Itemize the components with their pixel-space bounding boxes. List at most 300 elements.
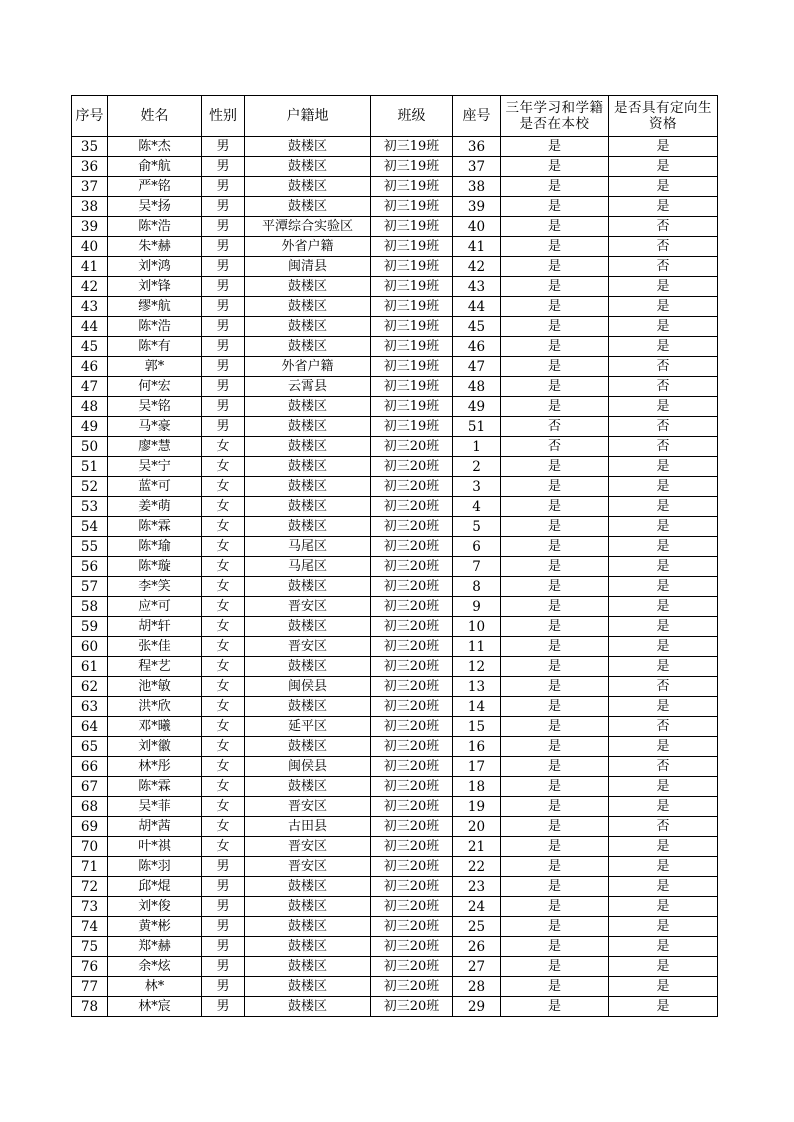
cell-gender: 女 <box>202 837 245 857</box>
cell-study-status: 是 <box>501 757 609 777</box>
cell-class: 初三20班 <box>371 517 453 537</box>
cell-gender: 女 <box>202 477 245 497</box>
table-row <box>72 917 718 937</box>
cell-class: 初三19班 <box>371 237 453 257</box>
cell-household: 鼓楼区 <box>245 877 371 897</box>
cell-seat: 7 <box>453 557 501 577</box>
cell-directed-eligibility: 否 <box>609 757 718 777</box>
cell-household: 鼓楼区 <box>245 297 371 317</box>
cell-household: 鼓楼区 <box>245 917 371 937</box>
table-row <box>72 737 718 757</box>
cell-directed-eligibility: 是 <box>609 277 718 297</box>
cell-gender: 男 <box>202 917 245 937</box>
cell-class: 初三20班 <box>371 577 453 597</box>
cell-study-status: 是 <box>501 157 609 177</box>
cell-seat: 42 <box>453 257 501 277</box>
cell-class: 初三19班 <box>371 157 453 177</box>
cell-household: 鼓楼区 <box>245 397 371 417</box>
cell-seat: 43 <box>453 277 501 297</box>
table-row <box>72 937 718 957</box>
cell-name: 郑*赫 <box>108 937 202 957</box>
cell-seat: 47 <box>453 357 501 377</box>
cell-name: 马*豪 <box>108 417 202 437</box>
cell-gender: 男 <box>202 217 245 237</box>
cell-name: 吴*铭 <box>108 397 202 417</box>
cell-directed-eligibility: 是 <box>609 497 718 517</box>
cell-household: 马尾区 <box>245 557 371 577</box>
cell-class: 初三19班 <box>371 317 453 337</box>
cell-seat: 38 <box>453 177 501 197</box>
cell-seat: 3 <box>453 477 501 497</box>
cell-name: 黄*彬 <box>108 917 202 937</box>
cell-directed-eligibility: 是 <box>609 477 718 497</box>
cell-index: 68 <box>72 797 108 817</box>
cell-directed-eligibility: 是 <box>609 697 718 717</box>
cell-study-status: 是 <box>501 477 609 497</box>
table-row <box>72 397 718 417</box>
cell-name: 刘*俊 <box>108 897 202 917</box>
cell-class: 初三19班 <box>371 377 453 397</box>
cell-name: 严*铭 <box>108 177 202 197</box>
cell-class: 初三20班 <box>371 757 453 777</box>
cell-class: 初三19班 <box>371 357 453 377</box>
cell-class: 初三20班 <box>371 477 453 497</box>
cell-seat: 6 <box>453 537 501 557</box>
cell-index: 66 <box>72 757 108 777</box>
cell-gender: 女 <box>202 497 245 517</box>
table-row <box>72 317 718 337</box>
cell-household: 鼓楼区 <box>245 477 371 497</box>
cell-seat: 5 <box>453 517 501 537</box>
cell-index: 58 <box>72 597 108 617</box>
cell-gender: 男 <box>202 297 245 317</box>
cell-gender: 女 <box>202 517 245 537</box>
cell-name: 刘*鸿 <box>108 257 202 277</box>
cell-index: 37 <box>72 177 108 197</box>
cell-seat: 2 <box>453 457 501 477</box>
cell-name: 林*彤 <box>108 757 202 777</box>
cell-gender: 女 <box>202 817 245 837</box>
cell-household: 鼓楼区 <box>245 317 371 337</box>
cell-name: 郭* <box>108 357 202 377</box>
table-row <box>72 857 718 877</box>
cell-study-status: 是 <box>501 537 609 557</box>
header-row <box>72 96 718 137</box>
cell-household: 鼓楼区 <box>245 457 371 477</box>
cell-class: 初三20班 <box>371 917 453 937</box>
table-row <box>72 557 718 577</box>
cell-directed-eligibility: 是 <box>609 537 718 557</box>
cell-household: 云霄县 <box>245 377 371 397</box>
cell-index: 47 <box>72 377 108 397</box>
header-directed-eligibility: 是否具有定向生资格 <box>609 96 718 137</box>
cell-household: 平潭综合实验区 <box>245 217 371 237</box>
cell-directed-eligibility: 是 <box>609 997 718 1017</box>
cell-gender: 男 <box>202 257 245 277</box>
cell-seat: 46 <box>453 337 501 357</box>
cell-gender: 女 <box>202 637 245 657</box>
table-row <box>72 697 718 717</box>
cell-class: 初三20班 <box>371 857 453 877</box>
cell-name: 陈*羽 <box>108 857 202 877</box>
cell-seat: 10 <box>453 617 501 637</box>
cell-study-status: 是 <box>501 937 609 957</box>
cell-index: 65 <box>72 737 108 757</box>
cell-study-status: 是 <box>501 797 609 817</box>
cell-directed-eligibility: 否 <box>609 237 718 257</box>
cell-seat: 15 <box>453 717 501 737</box>
cell-household: 鼓楼区 <box>245 777 371 797</box>
cell-directed-eligibility: 是 <box>609 917 718 937</box>
cell-household: 鼓楼区 <box>245 897 371 917</box>
cell-study-status: 是 <box>501 197 609 217</box>
cell-study-status: 是 <box>501 737 609 757</box>
table-row <box>72 897 718 917</box>
cell-household: 鼓楼区 <box>245 277 371 297</box>
cell-seat: 16 <box>453 737 501 757</box>
header-class: 班级 <box>371 96 453 137</box>
cell-index: 73 <box>72 897 108 917</box>
cell-name: 胡*茜 <box>108 817 202 837</box>
cell-seat: 1 <box>453 437 501 457</box>
cell-class: 初三20班 <box>371 997 453 1017</box>
cell-household: 闽清县 <box>245 257 371 277</box>
cell-index: 77 <box>72 977 108 997</box>
cell-seat: 36 <box>453 137 501 157</box>
cell-seat: 22 <box>453 857 501 877</box>
cell-study-status: 是 <box>501 957 609 977</box>
cell-seat: 13 <box>453 677 501 697</box>
cell-directed-eligibility: 是 <box>609 557 718 577</box>
cell-gender: 男 <box>202 417 245 437</box>
cell-directed-eligibility: 是 <box>609 937 718 957</box>
cell-directed-eligibility: 是 <box>609 877 718 897</box>
cell-seat: 14 <box>453 697 501 717</box>
cell-seat: 18 <box>453 777 501 797</box>
cell-seat: 48 <box>453 377 501 397</box>
cell-study-status: 是 <box>501 517 609 537</box>
cell-study-status: 是 <box>501 317 609 337</box>
cell-household: 晋安区 <box>245 837 371 857</box>
cell-household: 古田县 <box>245 817 371 837</box>
table-row <box>72 537 718 557</box>
table-row <box>72 477 718 497</box>
cell-gender: 女 <box>202 457 245 477</box>
cell-directed-eligibility: 是 <box>609 737 718 757</box>
cell-directed-eligibility: 是 <box>609 957 718 977</box>
cell-study-status: 是 <box>501 237 609 257</box>
cell-seat: 4 <box>453 497 501 517</box>
cell-directed-eligibility: 是 <box>609 797 718 817</box>
cell-gender: 男 <box>202 977 245 997</box>
cell-gender: 女 <box>202 537 245 557</box>
cell-study-status: 是 <box>501 217 609 237</box>
cell-study-status: 是 <box>501 277 609 297</box>
cell-gender: 男 <box>202 397 245 417</box>
header-study-status: 三年学习和学籍是否在本校 <box>501 96 609 137</box>
cell-household: 鼓楼区 <box>245 577 371 597</box>
cell-class: 初三19班 <box>371 397 453 417</box>
cell-directed-eligibility: 是 <box>609 897 718 917</box>
cell-household: 鼓楼区 <box>245 977 371 997</box>
cell-index: 70 <box>72 837 108 857</box>
cell-study-status: 是 <box>501 297 609 317</box>
header-index: 序号 <box>72 96 108 137</box>
cell-gender: 男 <box>202 997 245 1017</box>
cell-gender: 男 <box>202 857 245 877</box>
cell-class: 初三19班 <box>371 277 453 297</box>
cell-study-status: 是 <box>501 257 609 277</box>
cell-study-status: 否 <box>501 417 609 437</box>
cell-gender: 女 <box>202 617 245 637</box>
cell-household: 鼓楼区 <box>245 417 371 437</box>
cell-gender: 女 <box>202 777 245 797</box>
table-row <box>72 717 718 737</box>
table-row <box>72 977 718 997</box>
table-row <box>72 797 718 817</box>
table-row <box>72 637 718 657</box>
cell-gender: 男 <box>202 897 245 917</box>
cell-name: 余*炫 <box>108 957 202 977</box>
table-row <box>72 277 718 297</box>
cell-household: 晋安区 <box>245 797 371 817</box>
table-row <box>72 417 718 437</box>
cell-household: 鼓楼区 <box>245 957 371 977</box>
table-row <box>72 777 718 797</box>
cell-class: 初三20班 <box>371 537 453 557</box>
cell-name: 缪*航 <box>108 297 202 317</box>
table-row <box>72 177 718 197</box>
cell-name: 姜*萌 <box>108 497 202 517</box>
cell-name: 应*可 <box>108 597 202 617</box>
cell-index: 67 <box>72 777 108 797</box>
cell-gender: 男 <box>202 197 245 217</box>
cell-index: 61 <box>72 657 108 677</box>
cell-index: 50 <box>72 437 108 457</box>
cell-class: 初三19班 <box>371 137 453 157</box>
cell-name: 陈*霖 <box>108 517 202 537</box>
student-roster-table <box>71 95 718 1017</box>
cell-seat: 9 <box>453 597 501 617</box>
cell-index: 55 <box>72 537 108 557</box>
cell-gender: 女 <box>202 757 245 777</box>
cell-name: 朱*赫 <box>108 237 202 257</box>
table-row <box>72 757 718 777</box>
cell-class: 初三20班 <box>371 957 453 977</box>
cell-gender: 女 <box>202 437 245 457</box>
table-row <box>72 597 718 617</box>
cell-class: 初三19班 <box>371 217 453 237</box>
cell-gender: 女 <box>202 737 245 757</box>
cell-directed-eligibility: 是 <box>609 517 718 537</box>
cell-class: 初三20班 <box>371 737 453 757</box>
cell-name: 吴*菲 <box>108 797 202 817</box>
cell-study-status: 是 <box>501 997 609 1017</box>
cell-household: 鼓楼区 <box>245 197 371 217</box>
cell-directed-eligibility: 是 <box>609 617 718 637</box>
table-row <box>72 137 718 157</box>
cell-household: 外省户籍 <box>245 357 371 377</box>
cell-class: 初三20班 <box>371 777 453 797</box>
cell-seat: 24 <box>453 897 501 917</box>
cell-index: 41 <box>72 257 108 277</box>
table-row <box>72 497 718 517</box>
cell-name: 陈*浩 <box>108 217 202 237</box>
cell-household: 马尾区 <box>245 537 371 557</box>
cell-class: 初三20班 <box>371 797 453 817</box>
cell-name: 池*敏 <box>108 677 202 697</box>
cell-gender: 女 <box>202 697 245 717</box>
cell-index: 38 <box>72 197 108 217</box>
table-row <box>72 297 718 317</box>
cell-class: 初三19班 <box>371 337 453 357</box>
header-gender: 性别 <box>202 96 245 137</box>
cell-class: 初三20班 <box>371 897 453 917</box>
table-row <box>72 677 718 697</box>
cell-gender: 男 <box>202 137 245 157</box>
cell-name: 蓝*可 <box>108 477 202 497</box>
cell-class: 初三20班 <box>371 597 453 617</box>
cell-index: 56 <box>72 557 108 577</box>
cell-household: 鼓楼区 <box>245 517 371 537</box>
header-seat: 座号 <box>453 96 501 137</box>
cell-class: 初三20班 <box>371 457 453 477</box>
cell-index: 62 <box>72 677 108 697</box>
cell-name: 陈*浩 <box>108 317 202 337</box>
cell-household: 鼓楼区 <box>245 337 371 357</box>
cell-class: 初三20班 <box>371 437 453 457</box>
cell-index: 46 <box>72 357 108 377</box>
cell-household: 鼓楼区 <box>245 997 371 1017</box>
cell-study-status: 是 <box>501 917 609 937</box>
cell-household: 鼓楼区 <box>245 937 371 957</box>
cell-study-status: 是 <box>501 977 609 997</box>
cell-name: 刘*锋 <box>108 277 202 297</box>
cell-index: 45 <box>72 337 108 357</box>
table-row <box>72 957 718 977</box>
cell-index: 42 <box>72 277 108 297</box>
cell-directed-eligibility: 是 <box>609 337 718 357</box>
cell-directed-eligibility: 是 <box>609 637 718 657</box>
cell-household: 晋安区 <box>245 637 371 657</box>
cell-class: 初三19班 <box>371 257 453 277</box>
cell-index: 39 <box>72 217 108 237</box>
cell-household: 鼓楼区 <box>245 497 371 517</box>
cell-household: 鼓楼区 <box>245 737 371 757</box>
cell-class: 初三19班 <box>371 197 453 217</box>
cell-index: 54 <box>72 517 108 537</box>
cell-index: 51 <box>72 457 108 477</box>
header-household: 户籍地 <box>245 96 371 137</box>
cell-class: 初三20班 <box>371 697 453 717</box>
cell-study-status: 是 <box>501 717 609 737</box>
cell-seat: 49 <box>453 397 501 417</box>
cell-index: 52 <box>72 477 108 497</box>
cell-gender: 女 <box>202 717 245 737</box>
cell-class: 初三20班 <box>371 877 453 897</box>
cell-index: 74 <box>72 917 108 937</box>
table-row <box>72 217 718 237</box>
cell-directed-eligibility: 是 <box>609 137 718 157</box>
cell-class: 初三19班 <box>371 417 453 437</box>
cell-directed-eligibility: 否 <box>609 417 718 437</box>
cell-directed-eligibility: 是 <box>609 777 718 797</box>
cell-gender: 女 <box>202 577 245 597</box>
cell-class: 初三20班 <box>371 817 453 837</box>
cell-name: 李*笑 <box>108 577 202 597</box>
table-row <box>72 357 718 377</box>
cell-directed-eligibility: 否 <box>609 717 718 737</box>
cell-name: 刘*徽 <box>108 737 202 757</box>
cell-directed-eligibility: 否 <box>609 817 718 837</box>
cell-household: 鼓楼区 <box>245 177 371 197</box>
table-row <box>72 337 718 357</box>
cell-seat: 17 <box>453 757 501 777</box>
cell-index: 78 <box>72 997 108 1017</box>
cell-study-status: 是 <box>501 857 609 877</box>
cell-household: 鼓楼区 <box>245 137 371 157</box>
cell-index: 64 <box>72 717 108 737</box>
cell-directed-eligibility: 是 <box>609 977 718 997</box>
cell-household: 鼓楼区 <box>245 157 371 177</box>
cell-name: 陈*瑜 <box>108 537 202 557</box>
cell-index: 44 <box>72 317 108 337</box>
cell-study-status: 是 <box>501 777 609 797</box>
cell-study-status: 是 <box>501 577 609 597</box>
cell-seat: 25 <box>453 917 501 937</box>
cell-class: 初三20班 <box>371 837 453 857</box>
cell-gender: 男 <box>202 337 245 357</box>
cell-index: 35 <box>72 137 108 157</box>
cell-gender: 男 <box>202 937 245 957</box>
cell-name: 廖*慧 <box>108 437 202 457</box>
cell-study-status: 是 <box>501 837 609 857</box>
table-row <box>72 237 718 257</box>
cell-name: 吴*宁 <box>108 457 202 477</box>
cell-study-status: 否 <box>501 437 609 457</box>
cell-directed-eligibility: 是 <box>609 857 718 877</box>
table-row <box>72 617 718 637</box>
cell-gender: 男 <box>202 157 245 177</box>
cell-study-status: 是 <box>501 637 609 657</box>
cell-class: 初三20班 <box>371 637 453 657</box>
cell-household: 外省户籍 <box>245 237 371 257</box>
cell-household: 闽侯县 <box>245 677 371 697</box>
cell-index: 49 <box>72 417 108 437</box>
cell-name: 程*艺 <box>108 657 202 677</box>
table-body <box>72 137 718 1017</box>
cell-class: 初三20班 <box>371 677 453 697</box>
cell-index: 53 <box>72 497 108 517</box>
cell-study-status: 是 <box>501 877 609 897</box>
table-row <box>72 197 718 217</box>
cell-gender: 男 <box>202 237 245 257</box>
cell-seat: 51 <box>453 417 501 437</box>
cell-gender: 男 <box>202 177 245 197</box>
cell-household: 鼓楼区 <box>245 697 371 717</box>
cell-class: 初三20班 <box>371 977 453 997</box>
cell-seat: 12 <box>453 657 501 677</box>
cell-directed-eligibility: 是 <box>609 197 718 217</box>
cell-directed-eligibility: 是 <box>609 577 718 597</box>
cell-directed-eligibility: 是 <box>609 837 718 857</box>
cell-household: 闽侯县 <box>245 757 371 777</box>
cell-household: 鼓楼区 <box>245 437 371 457</box>
table-row <box>72 457 718 477</box>
table-row <box>72 997 718 1017</box>
cell-name: 邱*焜 <box>108 877 202 897</box>
table-row <box>72 817 718 837</box>
